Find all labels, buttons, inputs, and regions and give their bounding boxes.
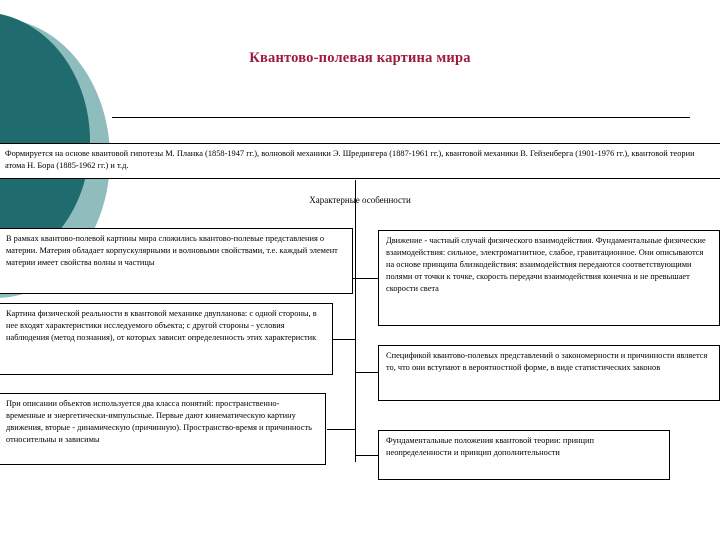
right-feature-box-1 <box>378 230 720 326</box>
banner-text: Формируется на основе квантовой гипотезы М. Планка (1858-1947 гг.), волновой механики Э. Шредингера (1887-1961 гг.), квантовой механики В. Гейзенберга (1901-1976 гг.), квантовой теории атома Н. Бора (1885-1962 гг.) и т.д. <box>5 149 695 170</box>
banner-box <box>0 143 720 179</box>
right-feature-box-2 <box>378 345 720 401</box>
connector-to-right-box-2 <box>355 372 379 373</box>
section-caption: Характерные особенности <box>309 195 411 205</box>
left-feature-box-2 <box>0 303 333 375</box>
title-divider-rule <box>112 117 690 118</box>
right-feature-text-3: Фундаментальные положения квантовой теории: принцип неопределенности и принцип дополнительности <box>386 436 594 457</box>
connector-to-right-box-3 <box>355 455 379 456</box>
connector-to-right-box-1 <box>355 278 379 279</box>
connector-vertical-main <box>355 180 356 462</box>
connector-to-left-box-2 <box>332 339 356 340</box>
connector-top-node <box>355 180 356 181</box>
left-feature-box-1 <box>0 228 353 294</box>
left-feature-text-3: При описании объектов используется два класса понятий: пространственно-временные и энергетически-импульсные. Первые дают кинематическую картину движения, вторые - динамическую (причинную). Пространство-время и причинность относительны и зависимы <box>6 399 313 444</box>
right-feature-box-3 <box>378 430 670 480</box>
left-feature-box-3 <box>0 393 326 465</box>
connector-to-left-box-3 <box>327 429 356 430</box>
right-feature-text-1: Движение - частный случай физического взаимодействия. Фундаментальные физические взаимодействия: сильное, электромагнитное, слабое, гравитационное. Они описываются на основе принципа близкодействия: взаимодействия передаются соответствующими полями от точки к точке, скорость передачи взаимодействия конечна и не превышает скорости света <box>386 236 706 293</box>
right-feature-text-2: Спецификой квантово-полевых представлений о закономерности и причинности является то, что они вступают в вероятностной форме, в виде статистических законов <box>386 351 708 372</box>
left-feature-text-1: В рамках квантово-полевой картины мира сложились квантово-полевые представления о материи. Материя обладает корпускулярными и волновыми свойствами, т.е. каждый элемент материи имеет свойства волны и частицы <box>6 234 338 267</box>
left-feature-text-2: Картина физической реальности в квантовой механике двупланова: с одной стороны, в нее входят характеристики исследуемого объекта; с другой стороны - условия наблюдения (метод познания), от которых зависит определенность этих характеристик <box>6 309 317 342</box>
page-title: Квантово-полевая картина мира <box>249 50 471 66</box>
